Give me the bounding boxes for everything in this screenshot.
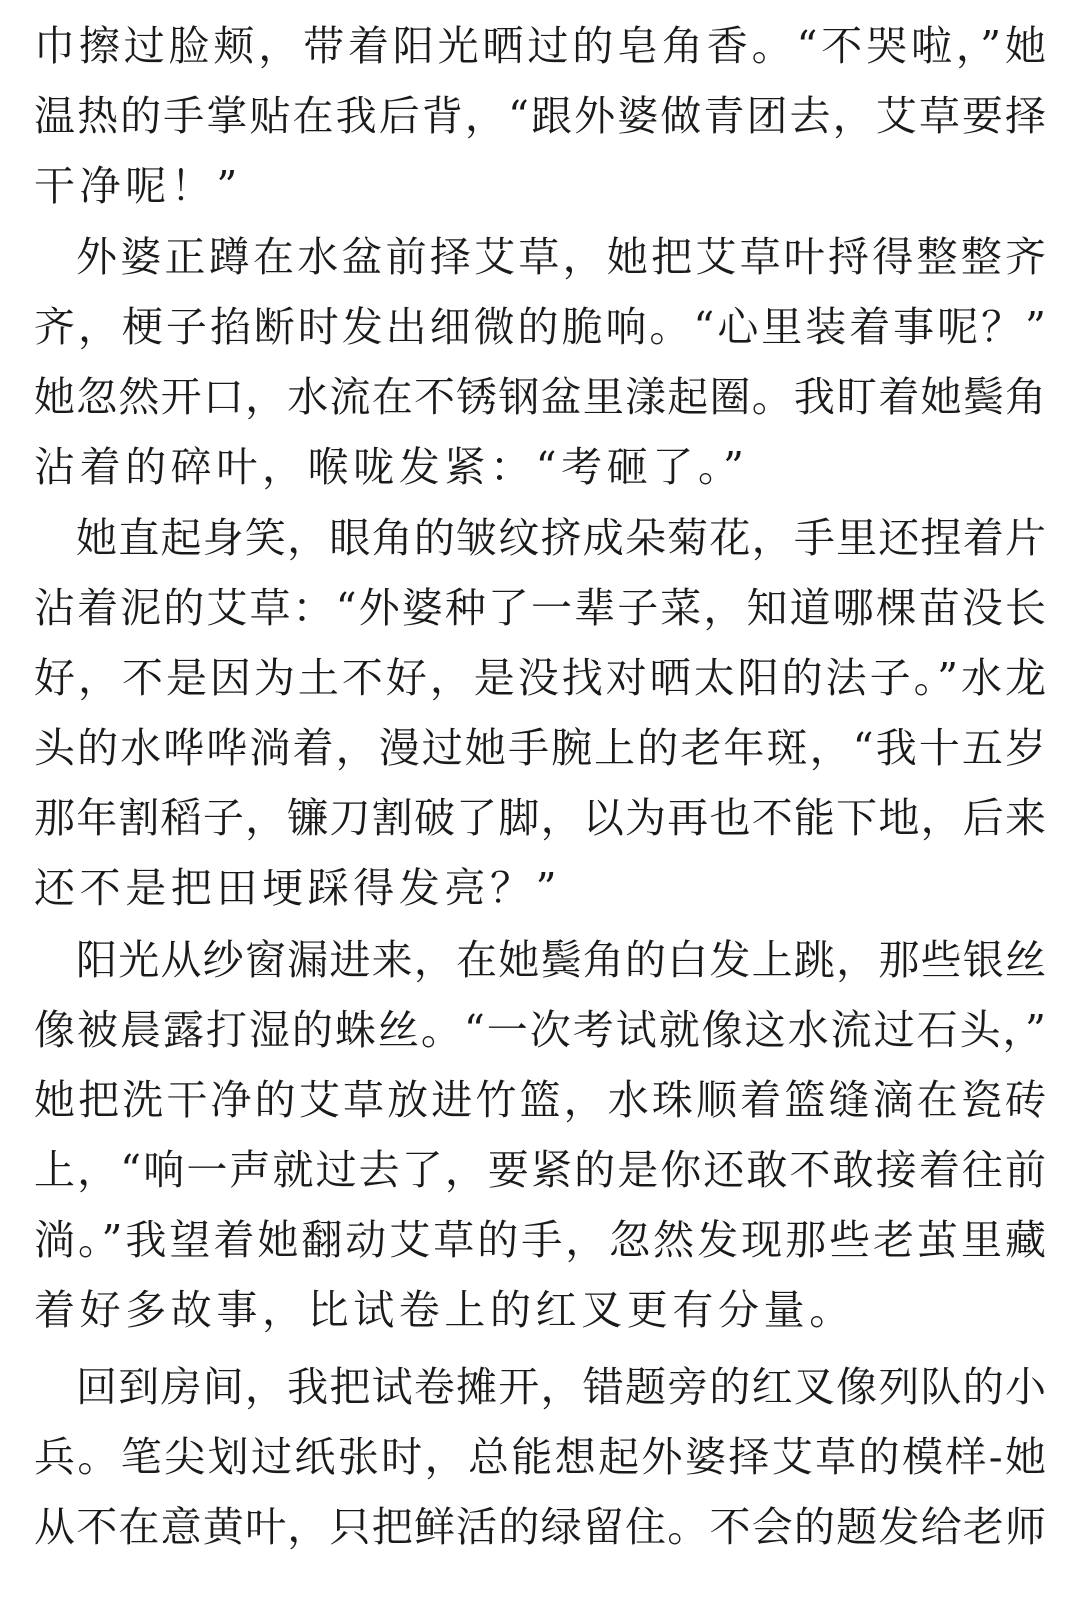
paragraph-first-line: 外婆正蹲在水盆前择艾草，她把艾草叶捋得整整齐 xyxy=(76,233,1046,281)
paragraph-first-line: 回到房间，我把试卷摊开，错题旁的红叉像列队的小 xyxy=(76,1363,1046,1411)
text-line: 那年割稻子，镰刀割破了脚，以为再也不能下地，后来 xyxy=(34,794,1046,842)
text-line: 好，不是因为土不好，是没找对晒太阳的法子。”水龙 xyxy=(34,654,1046,702)
text-line: 干净呢！” xyxy=(34,162,242,210)
text-line: 头的水哗哗淌着，漫过她手腕上的老年斑，“我十五岁 xyxy=(34,724,1046,772)
text-line: 齐，梗子掐断时发出细微的脆响。“心里装着事呢？” xyxy=(34,303,1046,351)
text-line: 温热的手掌贴在我后背，“跟外婆做青团去，艾草要择 xyxy=(34,92,1046,140)
text-line: 上，“响一声就过去了，要紧的是你还敢不敢接着往前 xyxy=(34,1146,1046,1194)
text-line: 从不在意黄叶，只把鲜活的绿留住。不会的题发给老师 xyxy=(34,1503,1046,1551)
paragraph-first-line: 她直起身笑，眼角的皱纹挤成朵菊花，手里还捏着片 xyxy=(76,514,1046,562)
text-line: 沾着泥的艾草：“外婆种了一辈子菜，知道哪棵苗没长 xyxy=(34,584,1046,632)
text-line: 她把洗干净的艾草放进竹篮，水珠顺着篮缝滴在瓷砖 xyxy=(34,1076,1046,1124)
paragraph-first-line: 阳光从纱窗漏进来，在她鬓角的白发上跳，那些银丝 xyxy=(76,936,1046,984)
text-line: 沾着的碎叶，喉咙发紧：“考砸了。” xyxy=(34,443,749,491)
text-line: 兵。笔尖划过纸张时，总能想起外婆择艾草的模样-她 xyxy=(34,1433,1046,1481)
text-line: 巾擦过脸颊，带着阳光晒过的皂角香。“不哭啦，”她 xyxy=(34,22,1046,70)
text-line: 她忽然开口，水流在不锈钢盆里漾起圈。我盯着她鬓角 xyxy=(34,373,1046,421)
text-line: 像被晨露打湿的蛛丝。“一次考试就像这水流过石头，” xyxy=(34,1006,1046,1054)
text-line: 着好多故事，比试卷上的红叉更有分量。 xyxy=(34,1286,855,1334)
text-line: 淌。”我望着她翻动艾草的手，忽然发现那些老茧里藏 xyxy=(34,1216,1046,1264)
text-line: 还不是把田埂踩得发亮？” xyxy=(34,864,562,912)
